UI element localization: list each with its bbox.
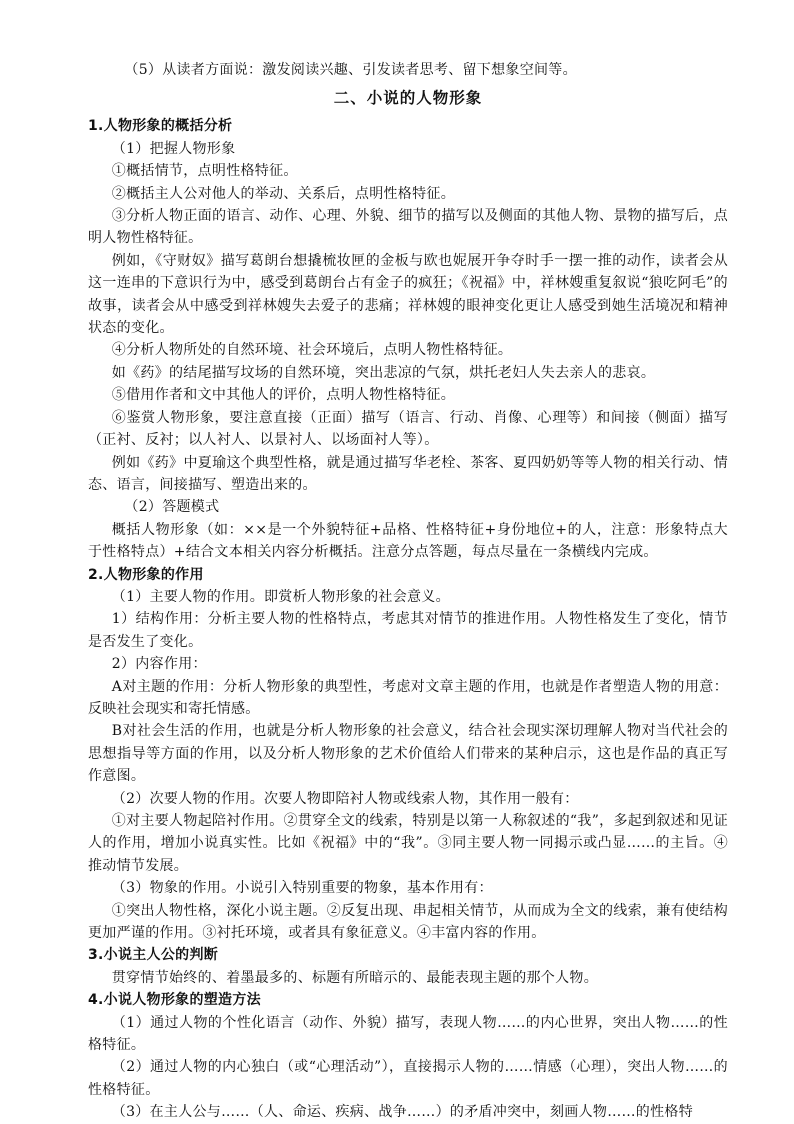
paragraph: 例如，《守财奴》描写葛朗台想撬梳妆匣的金板与欧也妮展开争夺时手一摆一推的动作，读者会从这一连串的下意识行为中，感受到葛朗台占有金子的疯狂；《祝福》中，祥林嫂重复叙说“狼吃阿毛”的故事，读者会从中感受到祥林嫂失去爱子的悲痛；祥林嫂的眼神变化更让人感受到她生活境况和精神状态的变化。 [88,252,728,337]
paragraph: B对社会生活的作用，也就是分析人物形象的社会意义，结合社会现实深切理解人物对当代社会的思想指导等方面的作用，以及分析人物形象的艺术价值给人们带来的某种启示，这也是作品的真正写作意图。 [88,723,728,785]
paragraph: 1）结构作用：分析主要人物的性格特点，考虑其对情节的推进作用。人物性格发生了变化，情节是否发生了变化。 [88,611,728,650]
paragraph: ④分析人物所处的自然环境、社会环境后，点明人物性格特征。 [111,342,513,359]
paragraph: A对主题的作用：分析人物形象的典型性，考虑对文章主题的作用，也就是作者塑造人物的用意：反映社会现实和寄托情感。 [88,678,728,717]
subsection-heading-2: 2.人物形象的作用 [88,566,204,583]
paragraph: 例如《药》中夏瑜这个典型性格，就是通过描写华老栓、茶客、夏四奶奶等等人物的相关行动、情态、语言，间接描写、塑造出来的。 [88,454,728,493]
paragraph: （3）物象的作用。小说引入特别重要的物象，基本作用有： [111,880,493,897]
section-title: 二、小说的人物形象 [333,89,483,108]
paragraph: （2）答题模式 [124,499,220,516]
paragraph: （2）通过人物的内心独白（或“心理活动”），直接揭示人物的……情感（心理），突出人物……的性格特征。 [88,1059,728,1098]
paragraph: ⑥鉴赏人物形象，要注意直接（正面）描写（语言、行动、肖像、心理等）和间接（侧面）描写（正衬、反衬；以人衬人、以景衬人、以场面衬人等）。 [88,409,728,449]
paragraph: 2）内容作用： [111,656,207,673]
paragraph: （5）从读者方面说：激发阅读兴趣、引发读者思考、留下想象空间等。 [124,62,577,78]
subsection-heading-1: 1.人物形象的概括分析 [88,118,233,135]
subsection-heading-4: 4.小说人物形象的塑造方法 [88,992,261,1009]
paragraph: 贯穿情节始终的、着墨最多的、标题有所暗示的、最能表现主题的那个人物。 [111,969,598,986]
paragraph: ①对主要人物起陪衬作用。②贯穿全文的线索，特别是以第一人称叙述的“我”，多起到叙述和见证人的作用，增加小说真实性。比如《祝福》中的“我”。③同主要人物一同揭示或凸显……的主旨。④推动情节发展。 [88,813,728,874]
paragraph: （1）把握人物形象 [111,140,236,157]
document-body [88,59,728,1124]
paragraph: （3）在主人公与……（人、命运、疾病、战争……）的矛盾冲突中，刻画人物……的性格特 [111,1104,694,1121]
paragraph: ①突出人物性格，深化小说主题。②反复出现、串起相关情节，从而成为全文的线索，兼有使结构更加严谨的作用。③衬托环境，或者具有象征意义。④丰富内容的作用。 [88,902,728,942]
paragraph: ③分析人物正面的语言、动作、心理、外貌、细节的描写以及侧面的其他人物、景物的描写后，点明人物性格特征。 [88,208,728,247]
paragraph: （1）主要人物的作用。即赏析人物形象的社会意义。 [111,588,450,605]
paragraph: ①概括情节，点明性格特征。 [111,163,298,180]
paragraph: 概括人物形象（如：××是一个外貌特征+品格、性格特征+身份地位+的人，注意：形象特点大于性格特点）+结合文本相关内容分析概括。注意分点答题，每点尽量在一条横线内完成。 [88,521,728,561]
paragraph: 如《药》的结尾描写坟场的自然环境，突出悲凉的气氛，烘托老妇人失去亲人的悲哀。 [111,364,656,381]
subsection-heading-3: 3.小说主人公的判断 [88,947,219,964]
paragraph: （1）通过人物的个性化语言（动作、外貌）描写，表现人物……的内心世界，突出人物……的性格特征。 [88,1014,728,1054]
paragraph: ⑤借用作者和文中其他人的评价，点明人物性格特征。 [111,387,455,404]
paragraph: （2）次要人物的作用。次要人物即陪衬人物或线索人物，其作用一般有： [111,790,579,807]
paragraph: ②概括主人公对他人的举动、关系后，点明性格特征。 [111,185,455,202]
